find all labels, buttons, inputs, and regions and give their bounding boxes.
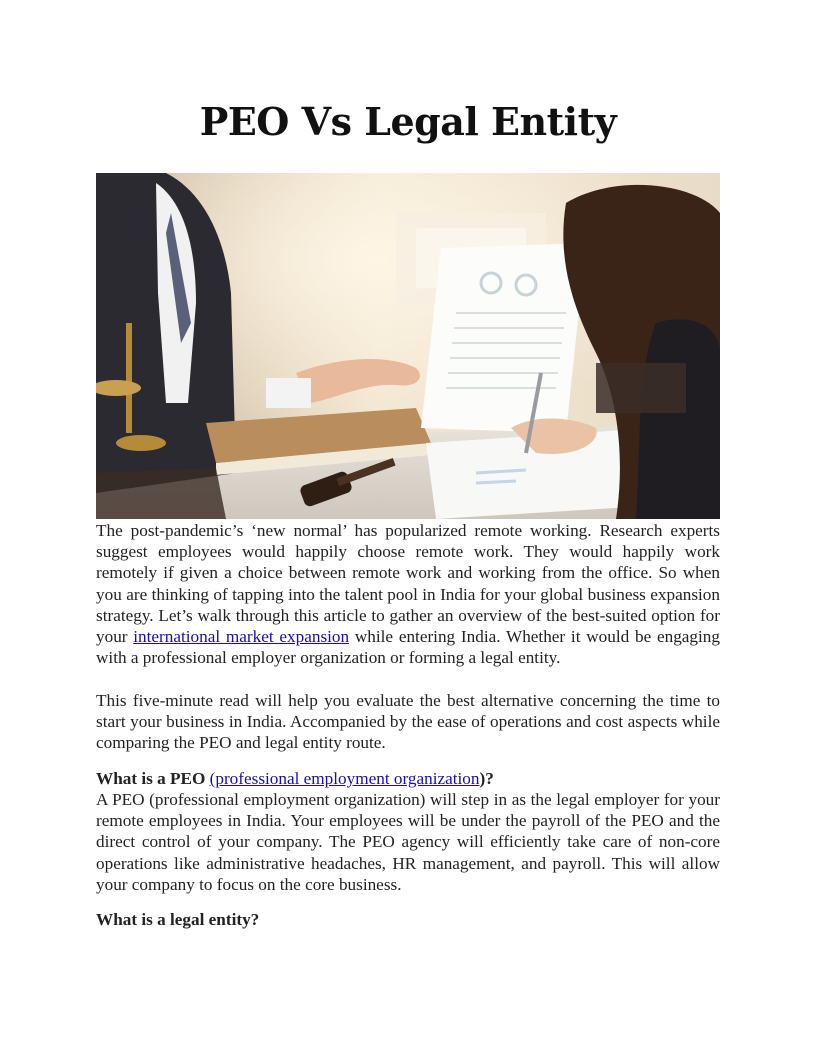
peo-heading	[96, 768, 720, 789]
peo-description-paragraph: A PEO (professional employment organization) will step in as the legal employer for your remote employees in India. Your employees will be under the payroll of the PEO and the direct control of your company. The PEO agency will efficiently take care of non-core operations like administrative headaches, HR management, and payroll. This will allow your company to focus on the core business.	[96, 790, 720, 894]
intro-paragraph	[96, 520, 720, 668]
hero-image	[96, 173, 720, 519]
hero-illustration	[96, 173, 720, 519]
intro-text-before-link: The post-pandemic’s ‘new normal’ has popularized remote working. Research experts suggest employees would happily choose remote work. They would happily work remotely if given a choice between remote work and working from the office. So when you are thinking of tapping into the talent pool in India for your global business expansion strategy. Let’s walk through this article to gather an overview of the best-suited option for your	[96, 521, 720, 647]
professional-employment-organization-link[interactable]: (professional employment organization	[209, 769, 480, 788]
peo-heading-text: What is a PEO	[96, 769, 210, 788]
five-minute-read-paragraph: This five-minute read will help you evaluate the best alternative concerning the time to start your business in India. Accompanied by the ease of operations and cost aspects while comparing the PEO and legal entity route.	[96, 691, 720, 753]
peo-heading-suffix: )?	[479, 769, 494, 788]
page-title: PEO Vs Legal Entity	[199, 99, 617, 144]
intro-text-after-link: while entering India. Whether it would be engaging with a professional employer organization or forming a legal entity.	[96, 627, 720, 668]
legal-entity-heading: What is a legal entity?	[96, 910, 260, 929]
international-market-expansion-link[interactable]: international market expansion	[133, 627, 350, 647]
